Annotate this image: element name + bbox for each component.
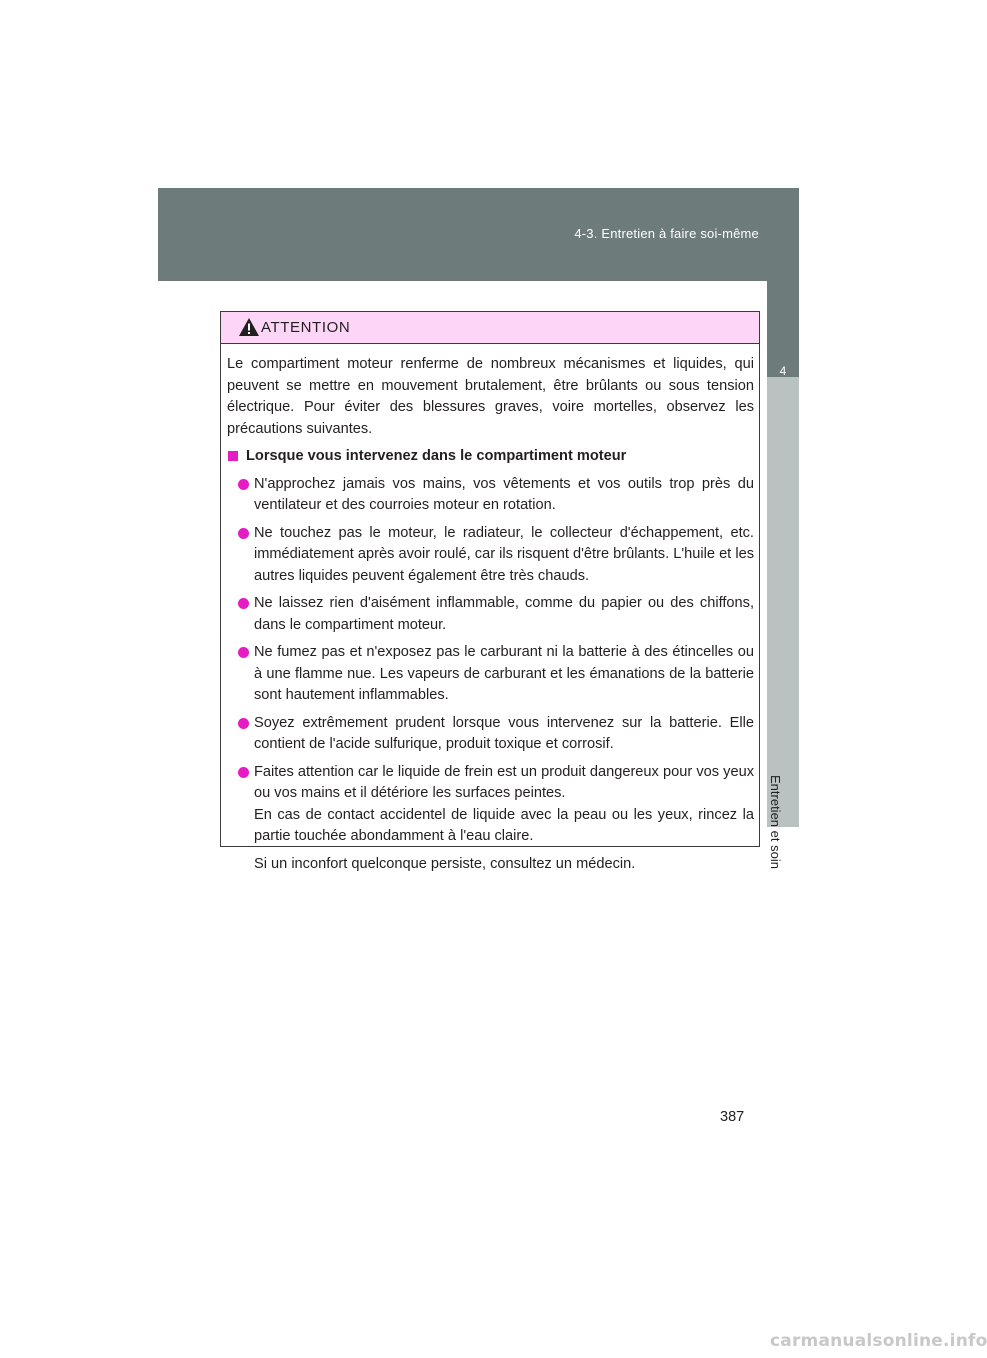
list-item-text: Faites attention car le liquide de frein est un produit dangereux pour vos yeux ou vos mains et il détériore les surfaces peintes.	[254, 763, 754, 801]
round-bullet-icon	[238, 647, 249, 658]
warning-body	[221, 344, 759, 875]
chapter-tab	[767, 281, 799, 377]
section-heading-text: Lorsque vous intervenez dans le compartiment moteur	[246, 448, 627, 464]
list-item	[227, 642, 754, 707]
page-number: 387	[720, 1109, 745, 1125]
list-item-text: Ne fumez pas et n'exposez pas le carburant ni la batterie à des étincelles ou à une flamme nue. Les vapeurs de carburant et les émanations de la batterie sont hautement inflammables.	[254, 644, 754, 703]
warning-header	[221, 312, 759, 344]
list-item	[227, 523, 754, 588]
chapter-title: Entretien et soin	[768, 775, 783, 869]
section-title: 4-3. Entretien à faire soi-même	[574, 226, 759, 241]
warning-intro: Le compartiment moteur renferme de nombreux mécanismes et liquides, qui peuvent se mettre en mouvement brutalement, être brûlants ou sous tension électrique. Pour éviter des blessures graves, voire mortelles, observez les précautions suivantes.	[227, 356, 754, 437]
square-bullet-icon	[228, 451, 238, 461]
list-item-text: Soyez extrêmement prudent lorsque vous intervenez sur la batterie. Elle contient de l'acide sulfurique, produit toxique et corrosif.	[254, 714, 754, 752]
round-bullet-icon	[238, 479, 249, 490]
warning-box	[220, 311, 760, 872]
round-bullet-icon	[238, 598, 249, 609]
chapter-tab-strip	[767, 377, 799, 827]
section-header-band	[158, 188, 799, 281]
warning-title: ATTENTION	[261, 319, 351, 336]
chapter-number: 4	[779, 364, 787, 378]
round-bullet-icon	[238, 528, 249, 539]
list-item-text: Ne laissez rien d'aisément inflammable, comme du papier ou des chiffons, dans le compartiment moteur.	[254, 595, 754, 633]
list-item	[227, 593, 754, 636]
section-heading	[227, 446, 754, 468]
round-bullet-icon	[238, 718, 249, 729]
list-item-continuation: Si un inconfort quelconque persiste, consultez un médecin.	[254, 855, 636, 872]
list-item-text: Ne touchez pas le moteur, le radiateur, le collecteur d'échappement, etc. immédiatement après avoir roulé, car ils risquent d'être brûlants. L'huile et les autres liquides peuvent également être très chauds.	[254, 524, 754, 584]
list-item	[227, 713, 754, 756]
round-bullet-icon	[238, 767, 249, 778]
watermark: carmanualsonline.info	[770, 1331, 987, 1351]
list-item-text: N'approchez jamais vos mains, vos vêtements et vos outils trop près du ventilateur et des courroies moteur en rotation.	[254, 475, 754, 513]
list-item	[227, 762, 754, 805]
list-item-continuation: En cas de contact accidentel de liquide avec la peau ou les yeux, rincez la partie touchée abondamment à l'eau claire.	[254, 806, 754, 844]
list-item	[227, 474, 754, 517]
warning-triangle-icon	[238, 317, 260, 337]
